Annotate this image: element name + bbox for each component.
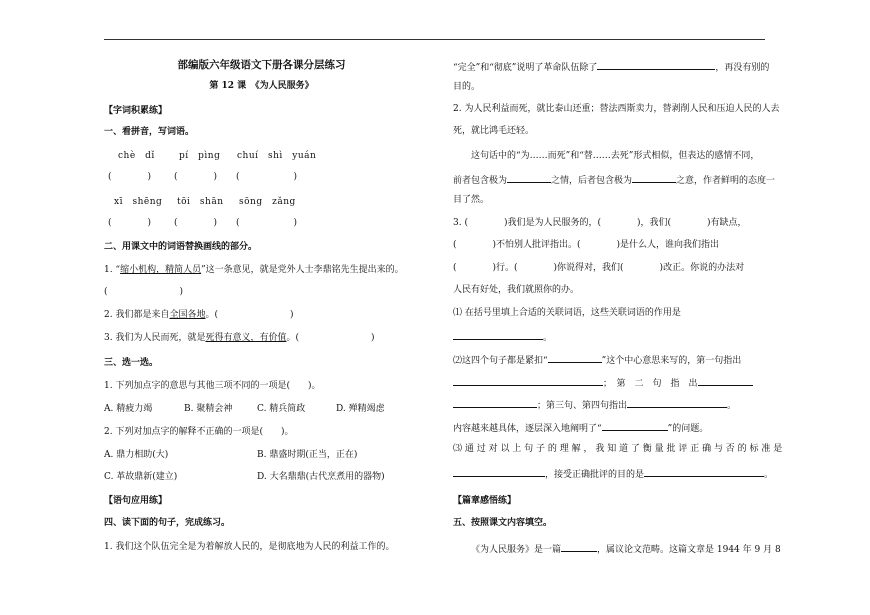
section-vocab: 【字词积累练】 [104,106,168,116]
q3-heading: 三、选一选。 [104,358,159,368]
option-d[interactable]: D. 殚精竭虑 [336,404,385,414]
r-line-20: 《为人民服务》是一篇 ，属议论文范畴。这篇文章是 1944 年 9 月 8 [471,542,781,556]
r-line-1: “完全”和“彻底”说明了革命队伍除了 ，再没有别的 [453,60,769,74]
r-line-10: ( )行。( )你说得对，我们( )改正。你说的办法对 [453,263,745,273]
header-rule [104,39,765,40]
fill-blank[interactable] [627,398,727,408]
fill-blank[interactable] [597,60,715,70]
option-b[interactable]: B. 聚精会神 [184,404,233,414]
fill-blank[interactable] [453,376,603,386]
underlined-phrase: 全国各地 [169,310,206,320]
r-line-11: 人民有好处，我们就照你的办。 [453,285,580,295]
fill-blank[interactable] [453,467,545,477]
lesson-subtitle: 第 12 课 《为人民服务》 [209,81,314,91]
underlined-phrase: 缩小机构，精简人员 [120,265,202,275]
r-line-13: 。 [453,330,552,344]
option-b[interactable]: B. 鼎盛时期(正当，正在) [257,450,358,460]
option-c[interactable]: C. 精兵简政 [257,404,306,414]
fill-blank[interactable] [698,376,753,386]
q2-item-1: 1. “缩小机构，精简人员”这一条意见，就是党外人士李鼎铭先生提出来的。 [104,265,404,275]
pinyin-6: sōng zǎng [239,197,296,207]
fill-blank[interactable] [632,173,676,183]
option-a[interactable]: A. 精疲力竭 [104,404,153,414]
answer-box-6[interactable]: ( ) [236,218,298,228]
option-d[interactable]: D. 大名鼎鼎(古代烹煮用的器物) [257,472,385,482]
fill-blank[interactable] [507,173,551,183]
q3-item-2: 2. 下列对加点字的解释不正确的一项是( )。 [104,427,294,437]
answer-box-1[interactable]: ( ) [108,172,152,182]
answer-box-4[interactable]: ( ) [108,218,152,228]
section-passage: 【篇章感悟练】 [453,496,517,506]
fill-blank[interactable] [602,421,668,431]
r-line-6: 前者包含极为 之情，后者包含极为 之意，作者鲜明的态度一 [453,173,775,187]
pinyin-4: xī shēng [114,197,163,207]
section-sentence: 【语句应用练】 [104,496,168,506]
r-line-18: ⑶ 通 过 对 以 上 句 子 的 理 解 ， 我 知 道 了 衡 量 批 评 正 确 与 否 的 标 准 是 [453,444,783,454]
r-line-2: 目的。 [453,82,481,92]
r-line-19: ，接受正确批评的目的是 。 [453,467,773,481]
fill-blank[interactable] [644,467,764,477]
fill-blank[interactable] [453,330,543,340]
r-line-7: 目了然。 [453,195,490,205]
underlined-phrase: 死得有意义，有价值 [205,333,287,343]
q5-heading: 五、按照课文内容填空。 [453,518,553,528]
pinyin-2: pí pìng [179,151,221,161]
answer-box-3[interactable]: ( ) [236,172,298,182]
r-line-8: 3. ( )我们是为人民服务的，( )，我们( )有缺点， [453,218,747,228]
q2-heading: 二、用课文中的词语替换画线的部分。 [104,242,258,252]
fill-blank[interactable] [561,542,597,552]
q1-heading: 一、看拼音，写词语。 [104,127,195,137]
r-line-9: ( )不怕别人批评指出。( )是什么人，谁向我们指出 [453,240,720,250]
q4-item-1: 1. 我们这个队伍完全是为着解放人民的，是彻底地为人民的利益工作的。 [104,542,395,552]
pinyin-1: chè dǐ [118,151,155,161]
r-line-16: ；第三句、第四句指出 。 [453,398,736,412]
r-line-3: 2. 为人民利益而死，就比泰山还重；替法西斯卖力，替剥削人民和压迫人民的人去 [453,104,780,114]
q4-heading: 四、读下面的句子，完成练习。 [104,518,231,528]
option-a[interactable]: A. 鼎力相助(大) [104,450,169,460]
r-line-14: ⑵这四个句子都是紧扣“ ”这个中心意思来写的，第一句指出 [453,353,741,367]
fill-blank[interactable] [548,353,602,363]
page-title: 部编版六年级语文下册各课分层练习 [177,59,346,71]
q2-answer-1[interactable]: ( ) [104,287,184,297]
option-c[interactable]: C. 革故鼎新(建立) [104,472,178,482]
r-line-12: ⑴ 在括号里填上合适的关联词语，这些关联词语的作用是 [453,308,681,318]
q2-item-3: 3. 我们为人民而死，就是死得有意义，有价值。( ) [104,333,375,343]
r-line-4: 死，就比鸿毛还轻。 [453,126,535,136]
r-line-5: 这句话中的“为……而死”和“替……去死”形式相似，但表达的感情不同， [453,151,760,161]
pinyin-3: chuí shì yuán [237,151,317,161]
r-line-15: ； 第 二 句 指 出 [453,376,753,390]
fill-blank[interactable] [453,398,537,408]
answer-box-5[interactable]: ( ) [174,218,218,228]
q2-item-2: 2. 我们都是来自全国各地。( ) [104,310,294,320]
q3-item-1: 1. 下列加点字的意思与其他三项不同的一项是( )。 [104,381,321,391]
answer-box-2[interactable]: ( ) [174,172,218,182]
pinyin-5: tōi shān [177,197,224,207]
r-line-17: 内容越来越具体，逐层深入地阐明了“ ”的问题。 [453,421,708,435]
